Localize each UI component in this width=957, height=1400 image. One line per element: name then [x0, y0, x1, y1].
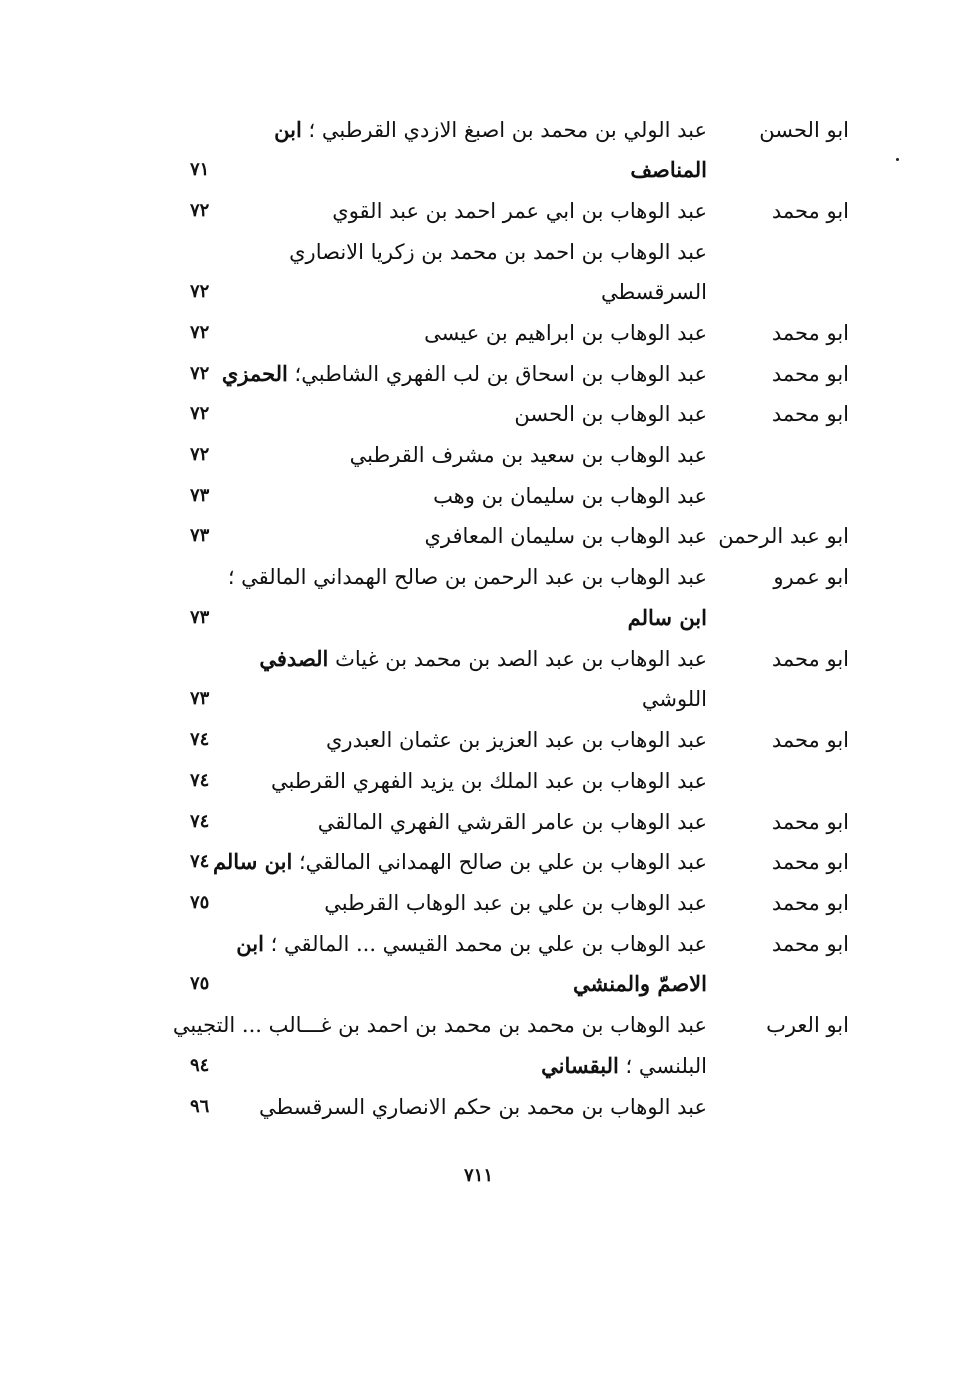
- entry-name-bold: البقساني: [541, 1053, 619, 1078]
- index-entry: [0, 152, 957, 188]
- entry-name-text: عبد الوهاب بن محمد بن حكم الانصاري السرقسطي: [258, 1095, 707, 1119]
- entry-name: [237, 641, 707, 677]
- entry-name: [237, 193, 707, 229]
- entry-name-text: عبد الوهاب بن علي بن صالح الهمداني المالقي؛: [298, 850, 707, 874]
- entry-page-number: ٧٥: [190, 973, 210, 994]
- entry-kunya: ابو محمد: [771, 810, 849, 834]
- entry-page-number: ٧٣: [190, 525, 210, 546]
- index-entry: [0, 681, 957, 717]
- entry-name: [237, 315, 707, 351]
- entry-name-text: عبد الوهاب بن عامر القرشي الفهري المالقي: [317, 810, 707, 834]
- entry-name-text: عبد الوهاب بن سليمان المعافري: [424, 524, 707, 548]
- entry-page-number: ٩٤: [190, 1055, 210, 1076]
- entry-page-number: ٧٤: [190, 811, 210, 832]
- entry-name: [237, 437, 707, 473]
- entry-kunya: ابو محمد: [771, 321, 849, 345]
- entry-page-number: ٧٢: [190, 200, 210, 221]
- index-entry: [0, 356, 957, 392]
- entry-name-text: عبد الوهاب بن عبد الرحمن بن صالح الهمداني المالقي ؛: [227, 565, 707, 589]
- entry-name: [237, 1089, 707, 1125]
- index-entry: [0, 437, 957, 473]
- entry-name: [221, 356, 707, 392]
- entry-name-text: عبد الوهاب بن ابراهيم بن عيسى: [424, 321, 707, 345]
- index-entry: [0, 112, 957, 148]
- index-entry: [0, 1048, 957, 1084]
- entry-name-text: اللوشي: [641, 687, 707, 711]
- entry-name-text: عبد الوهاب بن الحسن: [514, 402, 707, 426]
- index-entry: [0, 641, 957, 677]
- scan-speck: [896, 158, 899, 161]
- entry-name: [237, 396, 707, 432]
- entry-name-bold: المناصف: [630, 157, 707, 182]
- entry-page-number: ٧٤: [190, 851, 210, 872]
- entry-name: [237, 112, 707, 148]
- entry-name-text: عبد الوهاب بن محمد بن محمد بن احمد بن غـــالب ... التجيبي: [172, 1013, 707, 1037]
- index-entry: [0, 478, 957, 514]
- index-entry: [0, 722, 957, 758]
- entry-name-bold: الحمزي: [221, 361, 288, 386]
- entry-name-bold: ابن سالم: [212, 849, 293, 874]
- entry-page-number: ٧٣: [190, 688, 210, 709]
- index-entry: [0, 1007, 957, 1043]
- entry-name-bold: الصدفي: [259, 646, 329, 671]
- entry-name: [237, 274, 707, 310]
- index-entry: [0, 234, 957, 270]
- entry-name-text: عبد الوهاب بن سعيد بن مشرف القرطبي: [349, 443, 707, 467]
- entry-page-number: ٧١: [190, 159, 210, 180]
- entry-kunya: ابو محمد: [771, 402, 849, 426]
- entry-page-number: ٧٣: [190, 607, 210, 628]
- entry-page-number: ٧٢: [190, 403, 210, 424]
- entry-kunya: ابو محمد: [771, 932, 849, 956]
- entry-page-number: ٧٤: [190, 729, 210, 750]
- entry-page-number: ٧٢: [190, 322, 210, 343]
- entry-name-text: عبد الوهاب بن عبد الملك بن يزيد الفهري القرطبي: [270, 769, 707, 793]
- entry-name-text: عبد الوهاب بن اسحاق بن لب الفهري الشاطبي؛: [294, 362, 707, 386]
- entry-name: [237, 763, 707, 799]
- index-entry: [0, 193, 957, 229]
- entry-name: [237, 926, 707, 962]
- entry-kunya: ابو محمد: [771, 850, 849, 874]
- entry-name: [237, 1048, 707, 1084]
- entry-page-number: ٧٢: [190, 363, 210, 384]
- entry-name: [237, 518, 707, 554]
- entry-name: [172, 1007, 707, 1043]
- index-entry: [0, 396, 957, 432]
- index-entry: [0, 600, 957, 636]
- entry-name-text: عبد الوهاب بن علي بن محمد القيسي ... المالقي ؛: [270, 932, 707, 956]
- entry-name-text: عبد الوهاب بن عبد الصد بن محمد بن غياث: [335, 647, 707, 671]
- entry-kunya: ابو محمد: [771, 647, 849, 671]
- entry-kunya: ابو عبد الرحمن: [718, 524, 849, 548]
- entry-kunya: ابو الحسن: [759, 118, 849, 142]
- entry-name: [237, 966, 707, 1002]
- index-entry: [0, 274, 957, 310]
- index-entry: [0, 885, 957, 921]
- entry-name: [237, 234, 707, 270]
- entry-name-text: عبد الوهاب بن ابي عمر احمد بن عبد القوي: [332, 199, 707, 223]
- index-entry: [0, 1089, 957, 1125]
- index-entry: [0, 763, 957, 799]
- index-entry: [0, 844, 957, 880]
- entry-name: [237, 681, 707, 717]
- entry-name: [237, 152, 707, 188]
- entry-name: [227, 559, 707, 595]
- entry-name-text: السرقسطي: [600, 280, 707, 304]
- index-entry: [0, 966, 957, 1002]
- entry-name-bold: ابن سالم: [627, 605, 707, 630]
- entry-kunya: ابو محمد: [771, 199, 849, 223]
- entry-kunya: ابو محمد: [771, 362, 849, 386]
- entry-name: [237, 478, 707, 514]
- index-entry: [0, 559, 957, 595]
- entry-name-text: عبد الوهاب بن سليمان بن وهب: [433, 484, 707, 508]
- entry-name: [212, 844, 707, 880]
- entry-kunya: ابو محمد: [771, 728, 849, 752]
- entry-page-number: ٧٣: [190, 485, 210, 506]
- entry-page-number: ٩٦: [190, 1096, 210, 1117]
- entry-page-number: ٧٥: [190, 892, 210, 913]
- entry-name: [237, 722, 707, 758]
- entry-name: [237, 600, 707, 636]
- index-entry: [0, 804, 957, 840]
- index-entry: [0, 926, 957, 962]
- index-entry: [0, 315, 957, 351]
- entry-name-bold: ابن: [274, 117, 302, 142]
- entry-name-text: عبد الوهاب بن علي بن عبد الوهاب القرطبي: [324, 891, 707, 915]
- entry-kunya: ابو محمد: [771, 891, 849, 915]
- entry-name-text: البلنسي ؛: [625, 1054, 707, 1078]
- index-entry: [0, 518, 957, 554]
- entry-name-bold: ابن: [236, 931, 264, 956]
- entry-page-number: ٧٤: [190, 770, 210, 791]
- entry-name-text: عبد الولي بن محمد بن اصبغ الازدي القرطبي ؛: [308, 118, 707, 142]
- page-number: ٧١١: [463, 1165, 493, 1186]
- entry-page-number: ٧٢: [190, 281, 210, 302]
- entry-name-text: عبد الوهاب بن عبد العزيز بن عثمان العبدري: [325, 728, 707, 752]
- entry-kunya: ابو العرب: [766, 1013, 849, 1037]
- entry-name-text: عبد الوهاب بن احمد بن محمد بن زكريا الانصاري: [289, 240, 707, 264]
- entry-name: [237, 804, 707, 840]
- entry-page-number: ٧٢: [190, 444, 210, 465]
- entry-kunya: ابو عمرو: [773, 565, 849, 589]
- entry-name-bold: الاصمّ والمنشي: [572, 971, 707, 996]
- entry-name: [237, 885, 707, 921]
